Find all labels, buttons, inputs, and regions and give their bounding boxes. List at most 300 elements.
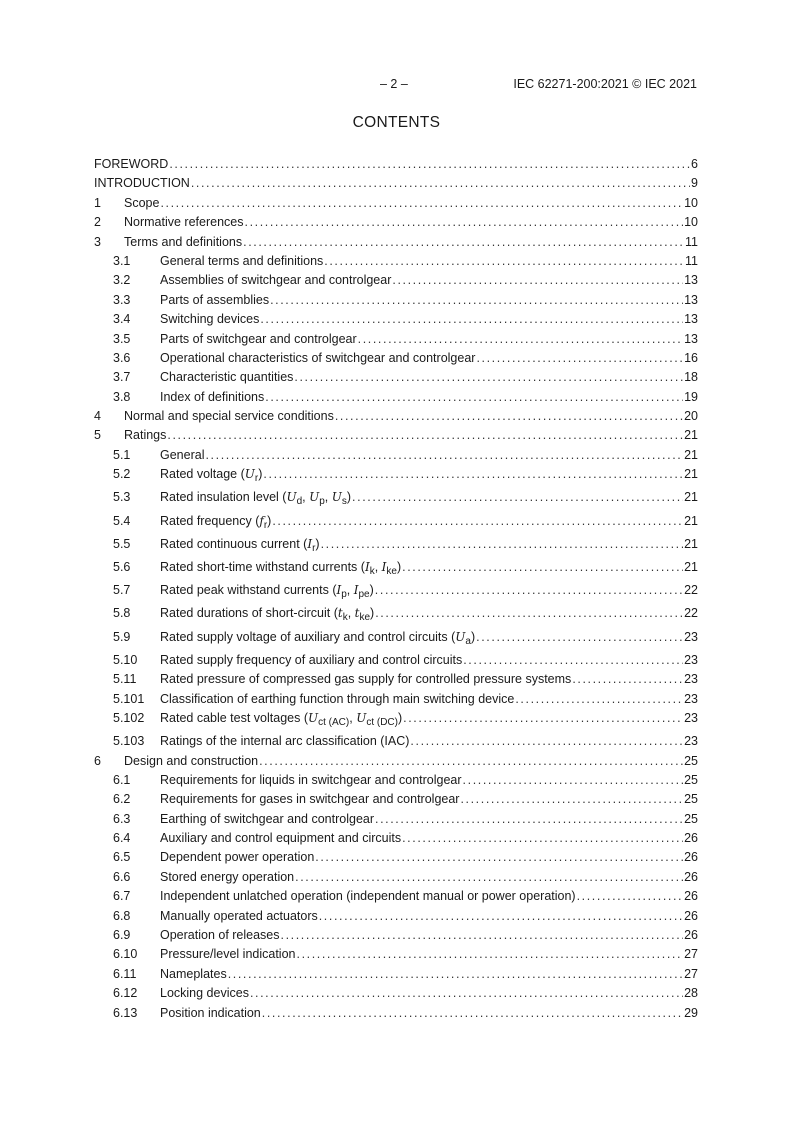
title-text: Stored energy operation: [160, 869, 295, 884]
dot-leader: [392, 273, 683, 287]
toc-entry-number: 6.1: [113, 772, 131, 787]
title-text: General terms and definitions: [160, 253, 324, 268]
toc-entry-number: 6.3: [113, 811, 131, 826]
toc-entry-page: 23: [684, 710, 698, 725]
toc-entry[interactable]: [94, 909, 698, 928]
dot-leader: [375, 583, 683, 597]
toc-entry-page: 27: [684, 947, 698, 962]
toc-entry-number: 3.8: [113, 389, 131, 404]
toc-entry-page: 26: [684, 831, 698, 846]
toc-entry-page: 25: [684, 792, 698, 807]
toc-entry[interactable]: [94, 1006, 698, 1025]
table-of-contents: [94, 157, 698, 1025]
toc-entry[interactable]: [94, 889, 698, 908]
toc-entry[interactable]: [94, 409, 698, 428]
toc-entry[interactable]: [94, 967, 698, 986]
toc-entry-title: [160, 273, 391, 287]
dot-leader: [295, 870, 683, 884]
toc-entry-title: [160, 293, 269, 307]
title-text: Design and construction: [124, 753, 259, 768]
toc-entry[interactable]: [94, 332, 698, 351]
toc-entry-number: 3.1: [113, 253, 131, 268]
toc-entry-page: 16: [684, 350, 698, 365]
toc-entry-number: 6: [94, 753, 101, 768]
toc-entry-title: [160, 351, 475, 365]
dot-leader: [270, 293, 683, 307]
toc-entry-page: 13: [684, 292, 698, 307]
toc-entry-number: 5.102: [113, 710, 145, 725]
dot-leader: [463, 773, 684, 787]
toc-entry-title: [160, 653, 462, 667]
dot-leader: [572, 672, 683, 686]
toc-entry-number: 3.6: [113, 350, 131, 365]
toc-entry-title: [160, 889, 576, 903]
title-text: Normative references: [124, 215, 244, 230]
title-text: Rated supply voltage of auxiliary and control circuits (: [160, 629, 456, 644]
toc-entry-page: 21: [684, 467, 698, 482]
title-text: Parts of switchgear and controlgear: [160, 331, 357, 346]
toc-entry-page: 26: [684, 850, 698, 865]
toc-entry[interactable]: [94, 928, 698, 947]
toc-entry-page: 11: [685, 253, 698, 268]
title-text: ): [315, 536, 320, 551]
math-subscript: p: [319, 496, 325, 508]
title-text: FOREWORD: [94, 157, 169, 171]
toc-entry-page: 13: [684, 312, 698, 327]
toc-entry-number: 6.11: [113, 966, 137, 981]
toc-entry[interactable]: [94, 157, 698, 176]
title-text: Rated frequency (: [160, 513, 260, 528]
dot-leader: [260, 312, 683, 326]
toc-entry-number: 3: [94, 234, 101, 249]
toc-entry[interactable]: [94, 490, 698, 513]
title-text: Locking devices: [160, 986, 249, 1001]
dot-leader: [476, 351, 683, 365]
dot-leader: [358, 332, 683, 346]
title-text: Characteristic quantities: [160, 370, 294, 385]
toc-entry-page: 10: [684, 195, 698, 210]
toc-entry-page: 21: [684, 560, 698, 574]
toc-entry[interactable]: [94, 773, 698, 792]
title-text: Scope: [124, 195, 160, 210]
toc-entry-number: 3.5: [113, 331, 131, 346]
math-subscript: r: [312, 542, 316, 554]
title-text: ,: [374, 560, 382, 574]
toc-entry[interactable]: [94, 831, 698, 850]
page-header: [0, 77, 793, 93]
toc-entry-title: [160, 537, 320, 554]
toc-entry-title: [124, 428, 166, 442]
toc-entry-title: [160, 1006, 261, 1020]
toc-entry-number: 5.7: [113, 583, 131, 598]
title-text: Nameplates: [160, 966, 227, 981]
dot-leader: [375, 812, 683, 826]
toc-entry[interactable]: [94, 428, 698, 447]
title-text: ): [369, 583, 374, 598]
toc-entry-number: 3.2: [113, 273, 131, 288]
title-text: ): [397, 710, 403, 725]
title-text: Ratings of the internal arc classification (IAC): [160, 734, 410, 749]
toc-entry-page: 10: [684, 215, 698, 230]
toc-entry[interactable]: [94, 196, 698, 215]
toc-entry-number: 6.5: [113, 850, 131, 865]
toc-entry-page: 22: [684, 606, 698, 621]
dot-leader: [577, 889, 684, 903]
toc-entry-number: 3.7: [113, 370, 131, 385]
toc-entry[interactable]: [94, 351, 698, 370]
toc-entry[interactable]: [94, 734, 698, 753]
toc-entry-title: [124, 235, 242, 249]
math-subscript: p: [341, 589, 347, 601]
dot-leader: [375, 606, 683, 620]
toc-entry[interactable]: [94, 711, 698, 734]
title-text: Assemblies of switchgear and controlgear: [160, 273, 392, 288]
toc-entry-title: [160, 947, 296, 961]
math-subscript: pe: [358, 589, 370, 601]
toc-entry-number: 6.13: [113, 1005, 138, 1020]
toc-entry-page: 21: [684, 490, 698, 505]
math-symbol: t: [354, 606, 360, 621]
title-text: Earthing of switchgear and controlgear: [160, 811, 375, 826]
math-subscript: ke: [386, 566, 397, 577]
toc-entry-title: [124, 409, 334, 423]
toc-entry-title: [160, 734, 409, 748]
title-text: Rated short-time withstand currents (: [160, 560, 365, 574]
math-symbol: I: [381, 560, 387, 574]
title-text: Rated cable test voltages (: [160, 710, 308, 725]
toc-entry-title: [160, 672, 571, 686]
toc-entry-page: 19: [684, 389, 698, 404]
title-text: Classification of earthing function through main switching device: [160, 691, 515, 706]
dot-leader: [460, 792, 683, 806]
math-symbol: I: [364, 560, 370, 574]
toc-entry-page: 13: [684, 331, 698, 346]
toc-entry[interactable]: [94, 754, 698, 773]
toc-entry-page: 26: [684, 869, 698, 884]
toc-entry-number: 5.103: [113, 734, 145, 749]
toc-entry-title: [160, 711, 402, 728]
toc-entry-page: 23: [684, 629, 698, 644]
title-text: Rated continuous current (: [160, 536, 308, 551]
math-symbol: I: [307, 536, 313, 551]
toc-entry-page: 29: [684, 1005, 698, 1020]
toc-entry[interactable]: [94, 176, 698, 195]
toc-entry-title: [160, 370, 293, 384]
toc-entry-title: [160, 583, 374, 600]
title-text: ,: [324, 490, 332, 505]
toc-entry-page: 28: [684, 986, 698, 1001]
contents-title: CONTENTS: [352, 114, 441, 131]
toc-entry-number: 6.12: [113, 986, 138, 1001]
toc-entry-page: 22: [684, 583, 698, 598]
dot-leader: [169, 157, 690, 171]
dot-leader: [315, 850, 683, 864]
title-text: Rated supply frequency of auxiliary and control circuits: [160, 652, 463, 667]
title-text: Rated peak withstand currents (: [160, 583, 337, 598]
toc-entry[interactable]: [94, 390, 698, 409]
title-text: Requirements for liquids in switchgear and controlgear: [160, 772, 462, 787]
toc-entry-page: 6: [691, 157, 698, 171]
toc-entry-page: 21: [684, 447, 698, 462]
toc-entry-page: 26: [684, 908, 698, 923]
toc-entry[interactable]: [94, 467, 698, 490]
toc-entry-title: [160, 630, 475, 647]
title-text: ): [470, 629, 476, 644]
dot-leader: [250, 986, 683, 1000]
toc-entry-title: [160, 514, 271, 531]
title-text: ): [396, 560, 402, 574]
dot-leader: [297, 947, 684, 961]
dot-leader: [281, 928, 684, 942]
title-text: ): [346, 490, 352, 505]
title-text: Ratings: [124, 428, 167, 443]
toc-entry-page: 25: [684, 772, 698, 787]
toc-entry-title: [160, 831, 401, 845]
math-subscript: s: [341, 496, 347, 508]
toc-entry[interactable]: [94, 672, 698, 691]
toc-entry-number: 5.1: [113, 447, 131, 462]
toc-entry-page: 23: [684, 652, 698, 667]
toc-entry-title: [160, 606, 374, 623]
math-subscript: k: [342, 612, 348, 624]
toc-entry[interactable]: [94, 870, 698, 889]
toc-entry[interactable]: [94, 653, 698, 672]
toc-entry-number: 5.6: [113, 560, 131, 574]
toc-entry-number: 6.10: [113, 947, 138, 962]
math-symbol: I: [353, 583, 359, 598]
toc-entry[interactable]: [94, 448, 698, 467]
toc-entry[interactable]: [94, 293, 698, 312]
title-text: INTRODUCTION: [94, 176, 190, 191]
toc-entry-number: 6.7: [113, 889, 131, 904]
title-text: Operation of releases: [160, 928, 280, 943]
toc-entry-number: 6.2: [113, 792, 131, 807]
toc-entry-page: 21: [684, 513, 698, 528]
title-text: Rated pressure of compressed gas supply for controlled pressure systems: [160, 672, 572, 687]
toc-entry-number: 6.8: [113, 908, 131, 923]
dot-leader: [324, 254, 684, 268]
dot-leader: [262, 1006, 683, 1020]
title-text: Operational characteristics of switchgear and controlgear: [160, 350, 476, 365]
toc-entry[interactable]: [94, 812, 698, 831]
toc-entry-number: 5.101: [113, 691, 145, 706]
toc-entry-number: 6.6: [113, 869, 131, 884]
toc-entry[interactable]: [94, 792, 698, 811]
toc-entry-title: [160, 850, 314, 864]
dot-leader: [263, 467, 683, 481]
title-text: Pressure/level indication: [160, 947, 296, 962]
toc-entry[interactable]: [94, 583, 698, 606]
toc-entry[interactable]: [94, 692, 698, 711]
toc-entry-number: 6.4: [113, 831, 131, 846]
title-text: ,: [302, 490, 310, 505]
toc-entry-page: 25: [684, 753, 698, 768]
title-text: General: [160, 447, 205, 462]
title-text: ): [258, 467, 263, 482]
dot-leader: [160, 196, 683, 210]
toc-entry[interactable]: [94, 370, 698, 389]
toc-entry[interactable]: [94, 560, 698, 583]
toc-entry-page: 23: [684, 672, 698, 687]
toc-entry-title: [160, 792, 459, 806]
dot-leader: [402, 831, 683, 845]
toc-entry[interactable]: [94, 254, 698, 273]
dot-leader: [265, 390, 683, 404]
toc-entry-title: [160, 254, 323, 268]
dot-leader: [410, 734, 683, 748]
dot-leader: [515, 692, 683, 706]
toc-entry[interactable]: [94, 235, 698, 254]
toc-entry-page: 25: [684, 811, 698, 826]
toc-entry-page: 26: [684, 928, 698, 943]
toc-entry-title: [160, 812, 374, 826]
toc-entry-title: [124, 215, 244, 229]
toc-entry-title: [160, 467, 262, 484]
title-text: Position indication: [160, 1005, 261, 1020]
toc-entry-title: [94, 157, 168, 171]
title-text: ,: [349, 710, 357, 725]
dot-leader: [352, 490, 683, 504]
toc-entry[interactable]: [94, 850, 698, 869]
toc-entry-number: 5.5: [113, 536, 131, 551]
math-symbol: f: [259, 513, 264, 528]
dot-leader: [243, 235, 684, 249]
title-text: Normal and special service conditions: [124, 409, 334, 424]
dot-leader: [403, 711, 683, 725]
title-text: Rated voltage (: [160, 467, 245, 482]
toc-entry[interactable]: [94, 606, 698, 629]
dot-leader: [321, 537, 684, 551]
toc-entry-number: 5.10: [113, 652, 138, 667]
dot-leader: [191, 176, 690, 190]
toc-entry-page: 27: [684, 966, 698, 981]
title-text: Dependent power operation: [160, 850, 315, 865]
math-symbol: U: [331, 490, 342, 505]
math-symbol: I: [336, 583, 342, 598]
toc-entry-title: [124, 754, 258, 768]
math-subscript: r: [254, 473, 259, 485]
dot-leader: [335, 409, 683, 423]
page-number: – 2 –: [380, 77, 408, 91]
math-subscript: ct (AC): [318, 716, 350, 728]
math-subscript: ct (DC): [366, 716, 398, 728]
math-symbol: t: [337, 606, 343, 621]
toc-entry[interactable]: [94, 215, 698, 234]
title-text: Rated insulation level (: [160, 490, 287, 505]
title-text: Independent unlatched operation (independent manual or power operation): [160, 889, 576, 904]
math-symbol: U: [356, 710, 367, 725]
math-symbol: U: [244, 467, 255, 482]
title-text: Requirements for gases in switchgear and controlgear: [160, 792, 460, 807]
title-text: Rated durations of short-circuit (: [160, 606, 338, 621]
math-symbol: U: [455, 629, 466, 644]
math-symbol: U: [309, 490, 320, 505]
title-text: Auxiliary and control equipment and circuits: [160, 831, 402, 846]
toc-entry[interactable]: [94, 514, 698, 537]
dot-leader: [272, 514, 683, 528]
math-subscript: a: [465, 635, 471, 647]
toc-entry[interactable]: [94, 312, 698, 331]
toc-entry[interactable]: [94, 630, 698, 653]
title-text: Manually operated actuators: [160, 908, 318, 923]
dot-leader: [245, 215, 684, 229]
title-text: ): [267, 513, 272, 528]
title-text: ,: [346, 583, 354, 598]
toc-entry[interactable]: [94, 537, 698, 560]
toc-entry-title: [160, 312, 259, 326]
toc-entry-page: 11: [685, 234, 698, 249]
toc-entry-title: [160, 490, 351, 507]
dot-leader: [319, 909, 683, 923]
math-symbol: U: [286, 490, 297, 505]
toc-entry-page: 18: [684, 370, 698, 385]
toc-entry-number: 5.8: [113, 606, 131, 621]
title-text: ,: [347, 606, 355, 621]
toc-entry-title: [160, 986, 249, 1000]
math-subscript: ke: [359, 612, 371, 624]
toc-entry-title: [160, 390, 264, 404]
toc-entry-number: 5.11: [113, 672, 137, 687]
dot-leader: [228, 967, 683, 981]
dot-leader: [476, 630, 683, 644]
title-text: ): [370, 606, 375, 621]
toc-entry-number: 1: [94, 195, 101, 210]
toc-entry-number: 5.2: [113, 467, 131, 482]
toc-entry-page: 21: [684, 536, 698, 551]
toc-entry-number: 4: [94, 409, 101, 424]
toc-entry-title: [160, 773, 462, 787]
toc-entry-page: 23: [684, 691, 698, 706]
toc-entry-title: [160, 560, 401, 577]
dot-leader: [463, 653, 683, 667]
dot-leader: [402, 560, 683, 574]
toc-entry-number: 6.9: [113, 928, 131, 943]
dot-leader: [259, 754, 683, 768]
toc-entry-title: [160, 928, 280, 942]
toc-entry-number: 3.4: [113, 312, 131, 327]
title-text: Switching devices: [160, 312, 260, 327]
title-text: Parts of assemblies: [160, 292, 270, 307]
dot-leader: [294, 370, 683, 384]
math-subscript: r: [263, 519, 268, 531]
toc-entry-number: 3.3: [113, 292, 131, 307]
dot-leader: [167, 428, 683, 442]
toc-entry-page: 23: [684, 734, 698, 749]
toc-entry-title: [160, 870, 294, 884]
toc-entry-title: [124, 196, 159, 210]
toc-entry-number: 5: [94, 428, 101, 443]
toc-entry-page: 9: [691, 176, 698, 191]
toc-entry-number: 5.4: [113, 513, 131, 528]
toc-entry-page: 21: [684, 428, 698, 443]
math-symbol: U: [308, 710, 319, 725]
toc-entry-title: [160, 967, 227, 981]
math-subscript: k: [369, 566, 375, 577]
title-text: Terms and definitions: [124, 234, 243, 249]
toc-entry-number: 2: [94, 215, 101, 230]
toc-entry[interactable]: [94, 273, 698, 292]
document-reference: IEC 62271-200:2021 © IEC 2021: [513, 77, 697, 91]
toc-entry-title: [160, 332, 357, 346]
dot-leader: [205, 448, 683, 462]
title-text: Index of definitions: [160, 389, 265, 404]
toc-entry-title: [160, 448, 204, 462]
toc-entry[interactable]: [94, 947, 698, 966]
toc-entry-title: [160, 909, 318, 923]
math-subscript: d: [296, 496, 303, 508]
toc-entry-page: 26: [684, 889, 698, 904]
toc-entry[interactable]: [94, 986, 698, 1005]
